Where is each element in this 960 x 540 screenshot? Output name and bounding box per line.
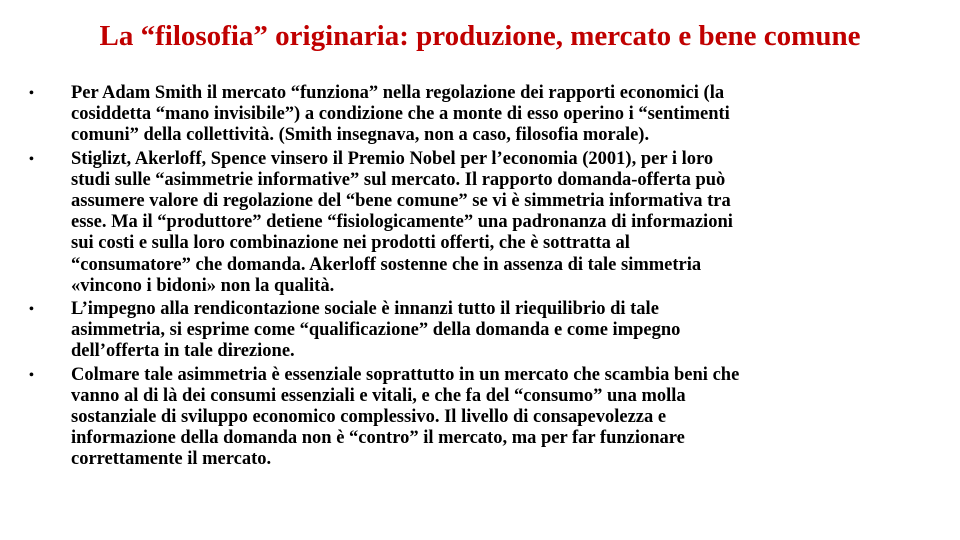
bullet-dot: •: [29, 86, 34, 101]
bullet-text-line: L’impegno alla rendicontazione sociale è innanzi tutto il riequilibrio di tale: [71, 299, 659, 320]
bullet-dot: •: [29, 151, 34, 167]
bullet-text-line: Stiglizt, Akerloff, Spence vinsero il Premio Nobel per l’economia (2001), per i loro: [71, 148, 714, 169]
bullet-dot: •: [29, 367, 34, 383]
bullet-text-line: «vincono i bidoni» non la qualità.: [71, 275, 335, 296]
bullet-text-line: assumere valore di regolazione del “bene comune” se vi è simmetria informativa tra: [71, 191, 731, 212]
bullet-item: [24, 365, 904, 471]
bullet-text-line: “consumatore” che domanda. Akerloff sostenne che in assenza di tale simmetria: [71, 254, 702, 275]
bullet-text-line: asimmetria, si esprime come “qualificazione” della domanda e come impegno: [71, 320, 681, 341]
bullet-item: [24, 83, 904, 147]
bullet-text-line: studi sulle “asimmetrie informative” sul mercato. Il rapporto domanda-offerta può: [71, 169, 726, 190]
slide-title: La “filosofia” originaria: produzione, mercato e bene comune: [99, 20, 861, 52]
bullet-item: [24, 299, 904, 363]
bullet-list: [24, 83, 904, 471]
bullet-text-line: sostanziale di sviluppo economico complessivo. Il livello di consapevolezza e: [71, 407, 667, 428]
bullet-text-line: Colmare tale asimmetria è essenziale soprattutto in un mercato che scambia beni che: [71, 364, 740, 385]
bullet-text-line: comuni” della collettività. (Smith insegnava, non a caso, filosofia morale).: [71, 125, 650, 146]
bullet-text-line: vanno al di là dei consumi essenziali e vitali, e che fa del “consumo” una molla: [71, 385, 686, 406]
bullet-text-line: correttamente il mercato.: [71, 449, 272, 470]
bullet-text-line: Per Adam Smith il mercato “funziona” nella regolazione dei rapporti economici (la: [71, 83, 725, 103]
bullet-text-line: esse. Ma il “produttore” detiene “fisiologicamente” una padronanza di informazioni: [71, 212, 733, 233]
bullet-dot: •: [29, 302, 34, 318]
bullet-text-line: informazione della domanda non è “contro” il mercato, ma per far funzionare: [71, 428, 685, 449]
bullet-item: [24, 149, 904, 297]
bullet-text-line: cosiddetta “mano invisibile”) a condizione che a monte di esso operino i “sentimenti: [71, 104, 730, 125]
bullet-text-line: sui costi e sulla loro combinazione nei prodotti offerti, che è sottratta al: [71, 233, 630, 254]
bullet-text-line: dell’offerta in tale direzione.: [71, 341, 295, 362]
